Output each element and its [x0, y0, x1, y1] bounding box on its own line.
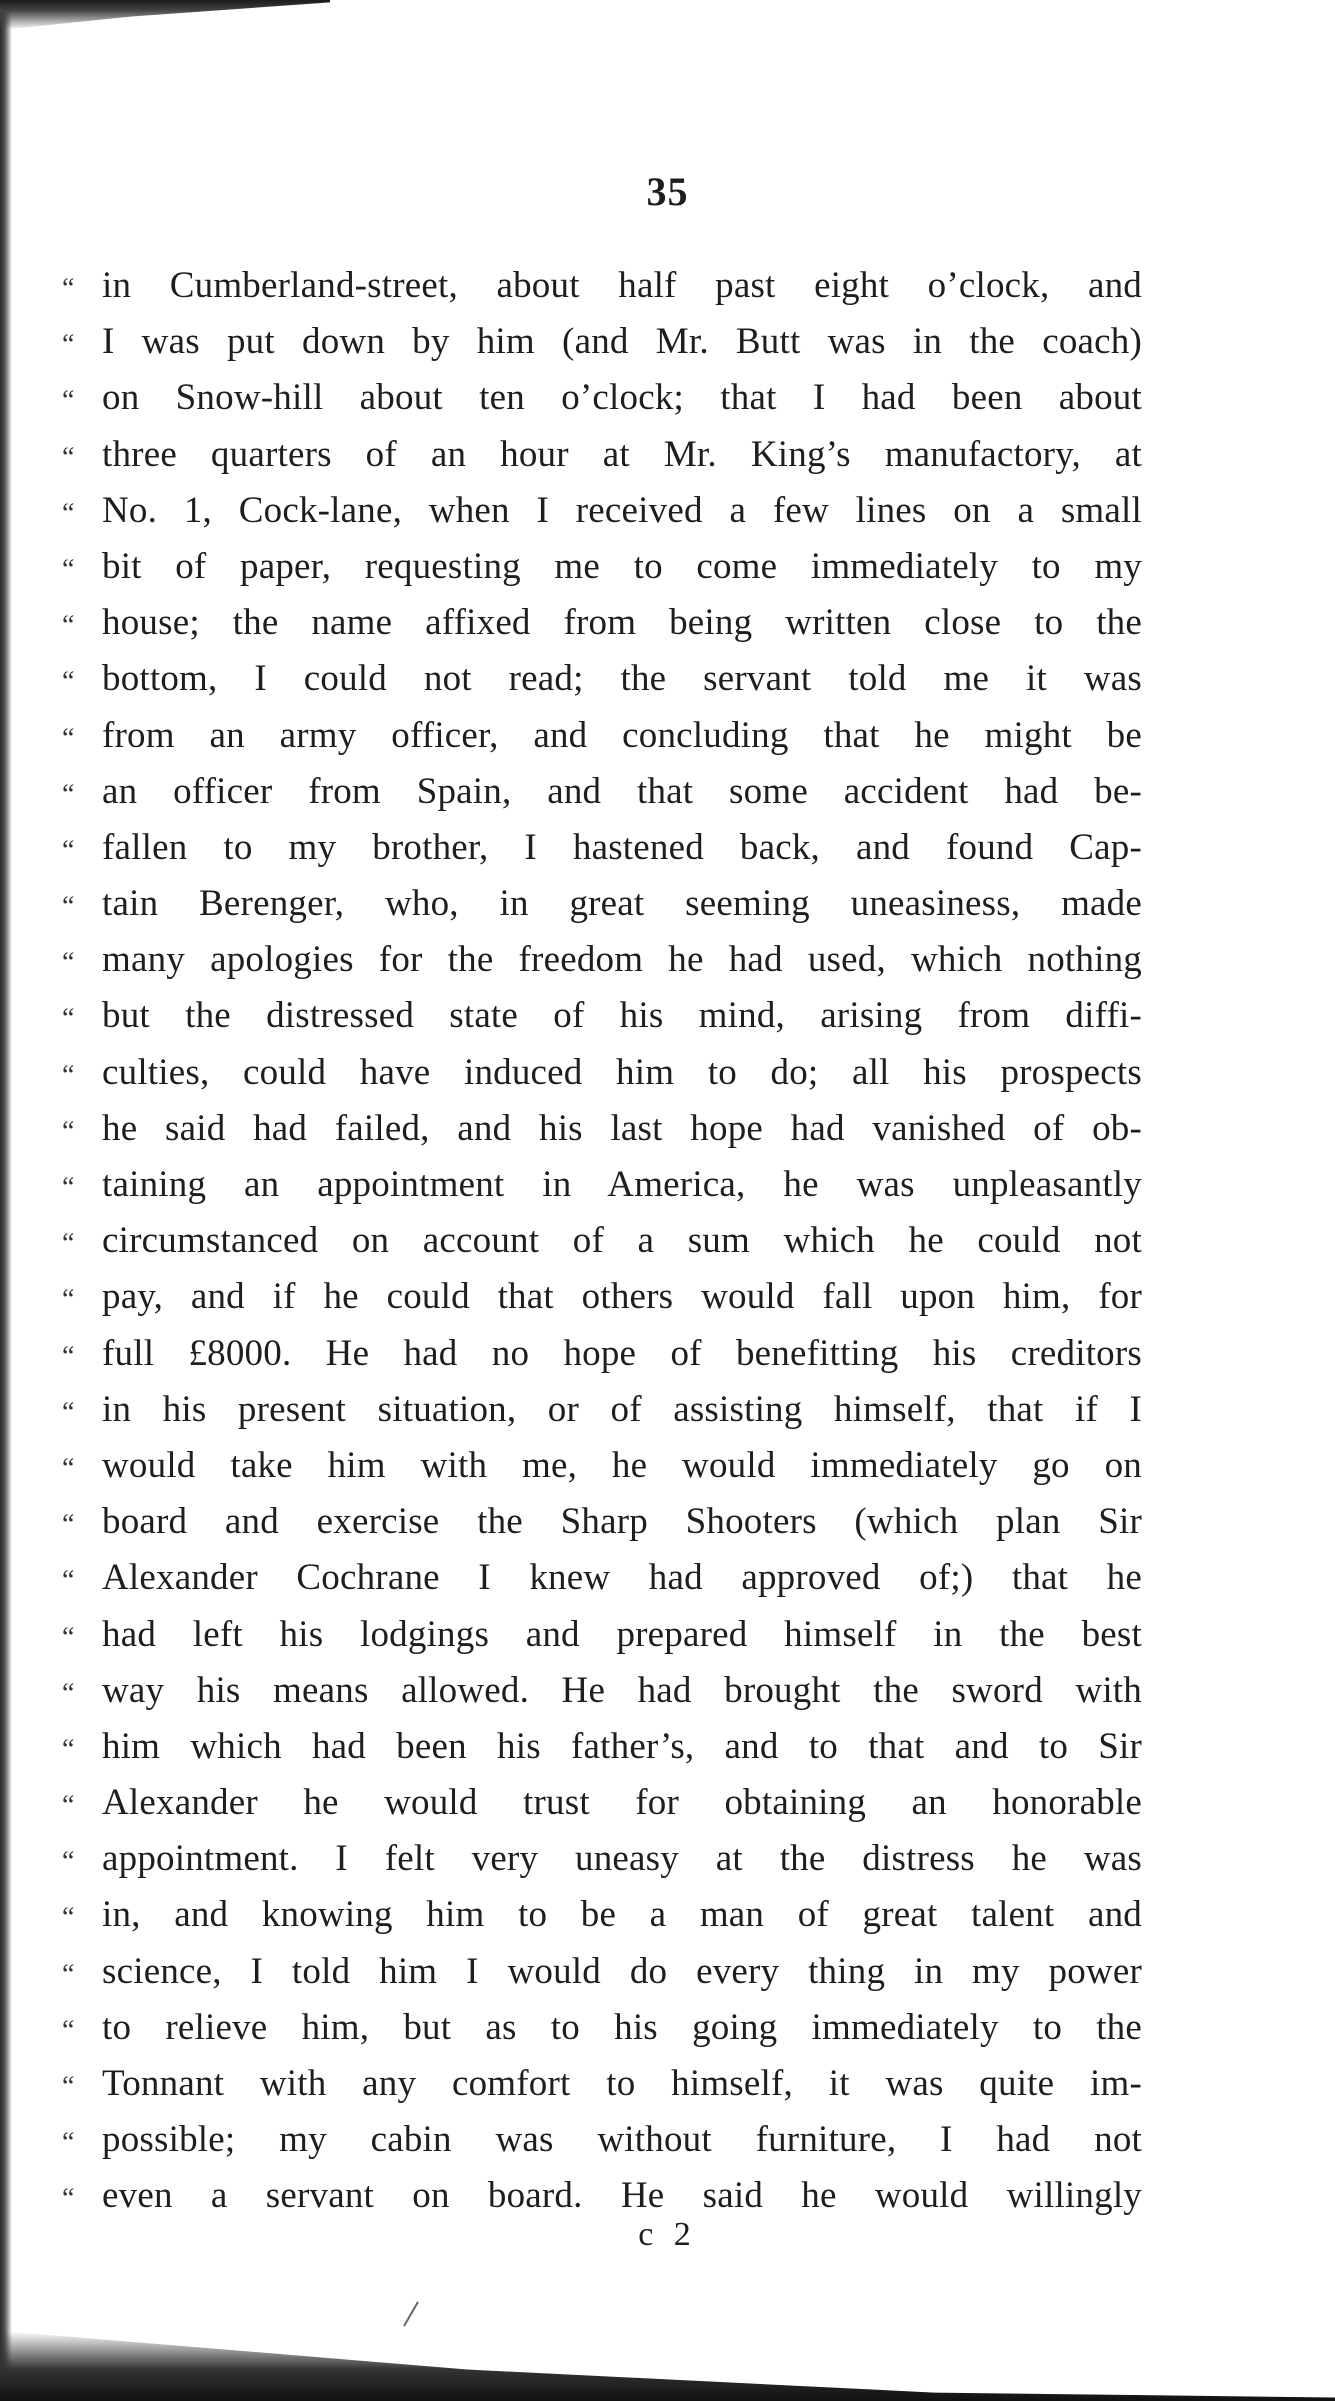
line-text: three quarters of an hour at Mr. King’s manufactory, at [102, 433, 1142, 475]
line-text: on Snow-hill about ten o’clock; that I had been about [102, 377, 1142, 419]
line-text: he said had failed, and his last hope had vanished of ob- [102, 1107, 1142, 1149]
text-line [62, 258, 1142, 314]
quote-mark: “ [62, 1172, 75, 1203]
line-text: possible; my cabin was without furniture, I had not [102, 2119, 1142, 2161]
text-line [62, 876, 1142, 932]
line-text: an officer from Spain, and that some accident had be- [102, 770, 1142, 812]
text-line [62, 595, 1142, 651]
quote-mark: “ [62, 947, 75, 979]
line-text: Alexander he would trust for obtaining an honorable [102, 1782, 1142, 1824]
text-line [62, 988, 1142, 1044]
body-text [62, 258, 1142, 2225]
page-edge-shadow-left [0, 0, 12, 2401]
line-text: fallen to my brother, I hastened back, and found Cap- [102, 826, 1142, 868]
text-line [62, 1719, 1142, 1775]
text-line [62, 708, 1142, 764]
text-line [62, 1438, 1142, 1494]
text-line [62, 1550, 1142, 1606]
quote-mark: “ [62, 1846, 75, 1878]
text-line [62, 1326, 1142, 1382]
quote-mark: “ [62, 2071, 75, 2102]
signature-mark: c 2 [638, 2216, 697, 2253]
quote-mark: “ [62, 891, 75, 923]
line-text: in his present situation, or of assisting himself, that if I [102, 1388, 1142, 1430]
quote-mark: “ [62, 1396, 75, 1428]
text-line [62, 1663, 1142, 1719]
line-text: house; the name affixed from being written close to the [102, 602, 1142, 644]
quote-mark: “ [62, 2014, 75, 2046]
quote-mark: “ [62, 1790, 75, 1822]
line-text: way his means allowed. He had brought the sword with [102, 1669, 1142, 1711]
line-text: taining an appointment in America, he was unpleasantly [102, 1164, 1142, 1205]
line-text: even a servant on board. He said he would willingly [102, 2175, 1142, 2217]
line-text: would take him with me, he would immediately go on [102, 1444, 1142, 1486]
quote-mark: “ [62, 1284, 75, 1316]
line-text: in, and knowing him to be a man of great talent and [102, 1894, 1142, 1936]
text-line [62, 2000, 1142, 2056]
quote-mark: “ [62, 2127, 75, 2159]
quote-mark: “ [62, 1003, 75, 1035]
quote-mark: “ [62, 1902, 75, 1934]
quote-mark: “ [62, 1677, 75, 1709]
line-text: but the distressed state of his mind, arising from diffi- [102, 995, 1142, 1037]
quote-mark: “ [62, 441, 75, 473]
line-text: in Cumberland-street, about half past eight o’clock, and [102, 265, 1142, 306]
quote-mark: “ [62, 722, 75, 754]
line-text: board and exercise the Sharp Shooters (which plan Sir [102, 1501, 1142, 1543]
text-line [62, 820, 1142, 876]
quote-mark: “ [62, 497, 75, 529]
quote-mark: “ [62, 273, 75, 304]
quote-mark: “ [62, 1228, 75, 1260]
line-text: bottom, I could not read; the servant told me it was [102, 658, 1142, 700]
text-line [62, 1944, 1142, 2000]
text-line [62, 1831, 1142, 1887]
text-line [62, 427, 1142, 483]
line-text: tain Berenger, who, in great seeming uneasiness, made [102, 883, 1142, 925]
text-line [62, 764, 1142, 820]
text-line [62, 932, 1142, 988]
text-line [62, 1101, 1142, 1157]
text-line [62, 1213, 1142, 1269]
line-text: pay, and if he could that others would fall upon him, for [102, 1276, 1142, 1318]
quote-mark: “ [62, 1115, 75, 1147]
line-text: to relieve him, but as to his going immediately to the [102, 2006, 1142, 2048]
text-line [62, 1157, 1142, 1213]
text-line [62, 1494, 1142, 1550]
line-text: from an army officer, and concluding that he might be [102, 714, 1142, 756]
line-text: circumstanced on account of a sum which he could not [102, 1220, 1142, 1262]
text-line [62, 1775, 1142, 1831]
text-line [62, 2056, 1142, 2112]
line-text: many apologies for the freedom he had used, which nothing [102, 939, 1142, 981]
quote-mark: “ [62, 1958, 75, 1990]
quote-mark: “ [62, 834, 75, 866]
text-line [62, 314, 1142, 370]
quote-mark: “ [62, 1621, 75, 1653]
line-text: full £8000. He had no hope of benefitting his creditors [102, 1332, 1142, 1374]
text-line [62, 1269, 1142, 1325]
line-text: him which had been his father’s, and to that and to Sir [102, 1725, 1142, 1767]
line-text: I was put down by him (and Mr. Butt was in the coach) [102, 321, 1142, 363]
quote-mark: “ [62, 1733, 75, 1765]
line-text: Alexander Cochrane I knew had approved of;) that he [102, 1557, 1142, 1599]
line-text: appointment. I felt very uneasy at the distress he was [102, 1838, 1142, 1880]
quote-mark: “ [62, 1340, 75, 1372]
line-text: culties, could have induced him to do; all his prospects [102, 1051, 1142, 1093]
quote-mark: “ [62, 329, 75, 361]
line-text: science, I told him I would do every thing in my power [102, 1950, 1142, 1992]
quote-mark: “ [62, 1565, 75, 1597]
text-line [62, 651, 1142, 707]
page-number: 35 [646, 169, 689, 214]
quote-mark: “ [62, 385, 75, 417]
text-line [62, 483, 1142, 539]
page-edge-shadow-top [0, 0, 330, 30]
page-edge-shadow-bottom [0, 2331, 1335, 2401]
text-line [62, 1887, 1142, 1943]
quote-mark: “ [62, 1509, 75, 1541]
line-text: No. 1, Cock-lane, when I received a few lines on a small [102, 489, 1142, 531]
line-text: Tonnant with any comfort to himself, it was quite im- [102, 2063, 1142, 2104]
quote-mark: “ [62, 553, 75, 585]
quote-mark: “ [62, 2183, 75, 2215]
text-line [62, 1045, 1142, 1101]
stray-ink-mark [403, 2301, 419, 2326]
text-line [62, 1382, 1142, 1438]
line-text: had left his lodgings and prepared himself in the best [102, 1613, 1142, 1655]
quote-mark: “ [62, 666, 75, 698]
line-text: bit of paper, requesting me to come immediately to my [102, 545, 1142, 587]
text-line [62, 370, 1142, 426]
quote-mark: “ [62, 778, 75, 810]
text-line [62, 1607, 1142, 1663]
quote-mark: “ [62, 610, 75, 642]
quote-mark: “ [62, 1059, 75, 1091]
quote-mark: “ [62, 1452, 75, 1484]
text-line [62, 2112, 1142, 2168]
text-line [62, 539, 1142, 595]
